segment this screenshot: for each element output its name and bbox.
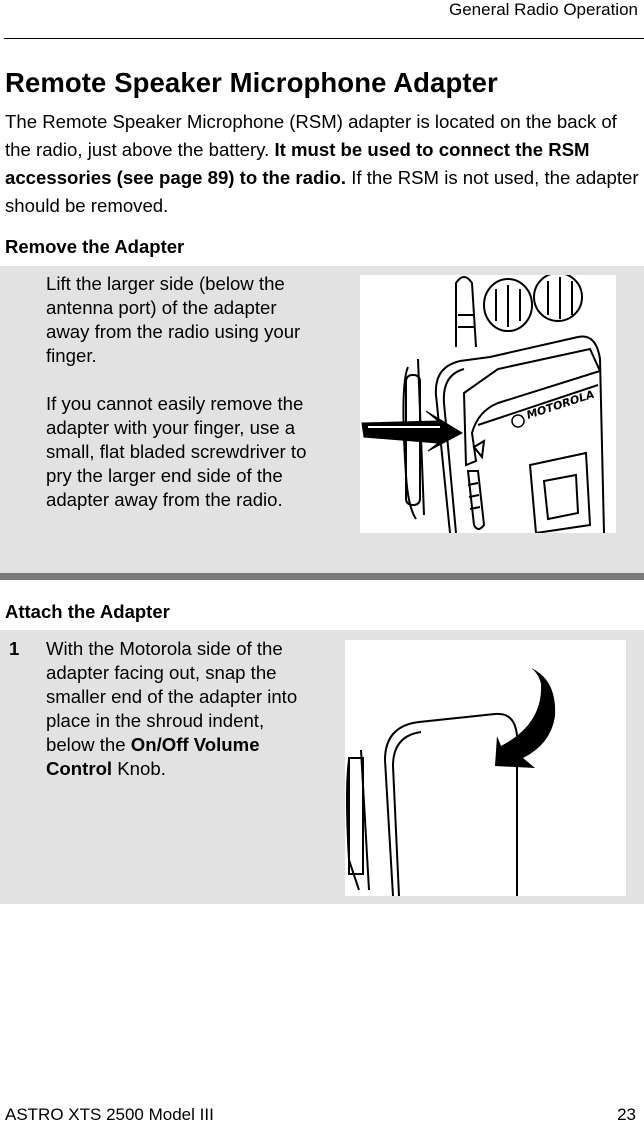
- intro-text: The Remote Speaker Microphone (RSM) adapter is located on the back of the radio, just above the battery.: [5, 111, 617, 160]
- running-header: General Radio Operation: [448, 0, 638, 19]
- step-number: 1: [9, 638, 20, 659]
- intro-bold-text: It must be used to connect the RSM accessories (see page 89) to the radio.: [5, 139, 590, 188]
- page-number: 23: [617, 1105, 636, 1124]
- remove-instructions: [46, 272, 316, 512]
- attach-text-end: Knob.: [112, 758, 166, 779]
- figure-brand-label: MOTOROLA: [524, 387, 596, 422]
- attach-instructions: [46, 637, 316, 781]
- remove-adapter-figure: [360, 275, 616, 533]
- attach-panel: [0, 630, 644, 904]
- intro-text-end: If the RSM is not used, the adapter should be removed.: [5, 167, 639, 216]
- section-divider: [0, 573, 644, 580]
- remove-panel: [0, 266, 644, 573]
- remove-para-2: If you cannot easily remove the adapter with your finger, use a small, flat bladed screwdriver to pry the larger end side of the adapter away from the radio.: [46, 393, 307, 510]
- attach-text-start: With the Motorola side of the adapter facing out, snap the smaller end of the adapter into place in the shroud indent, below the: [46, 638, 298, 755]
- radio-attach-illustration: [345, 640, 626, 896]
- attach-adapter-figure: [345, 640, 626, 896]
- curved-arrow-icon: [495, 668, 555, 768]
- footer-model: ASTRO XTS 2500 Model III: [5, 1105, 214, 1124]
- attach-heading: Attach the Adapter: [5, 601, 170, 622]
- header-divider: [4, 38, 644, 39]
- radio-remove-illustration: [360, 275, 616, 533]
- remove-heading: Remove the Adapter: [5, 236, 185, 257]
- attach-bold-control: On/Off Volume Control: [46, 734, 260, 779]
- page-title: Remote Speaker Microphone Adapter: [5, 67, 498, 98]
- attach-step-text: [46, 637, 316, 781]
- intro-paragraph: [5, 108, 639, 220]
- remove-para-1: Lift the larger side (below the antenna port) of the adapter away from the radio using your finger.: [46, 273, 301, 366]
